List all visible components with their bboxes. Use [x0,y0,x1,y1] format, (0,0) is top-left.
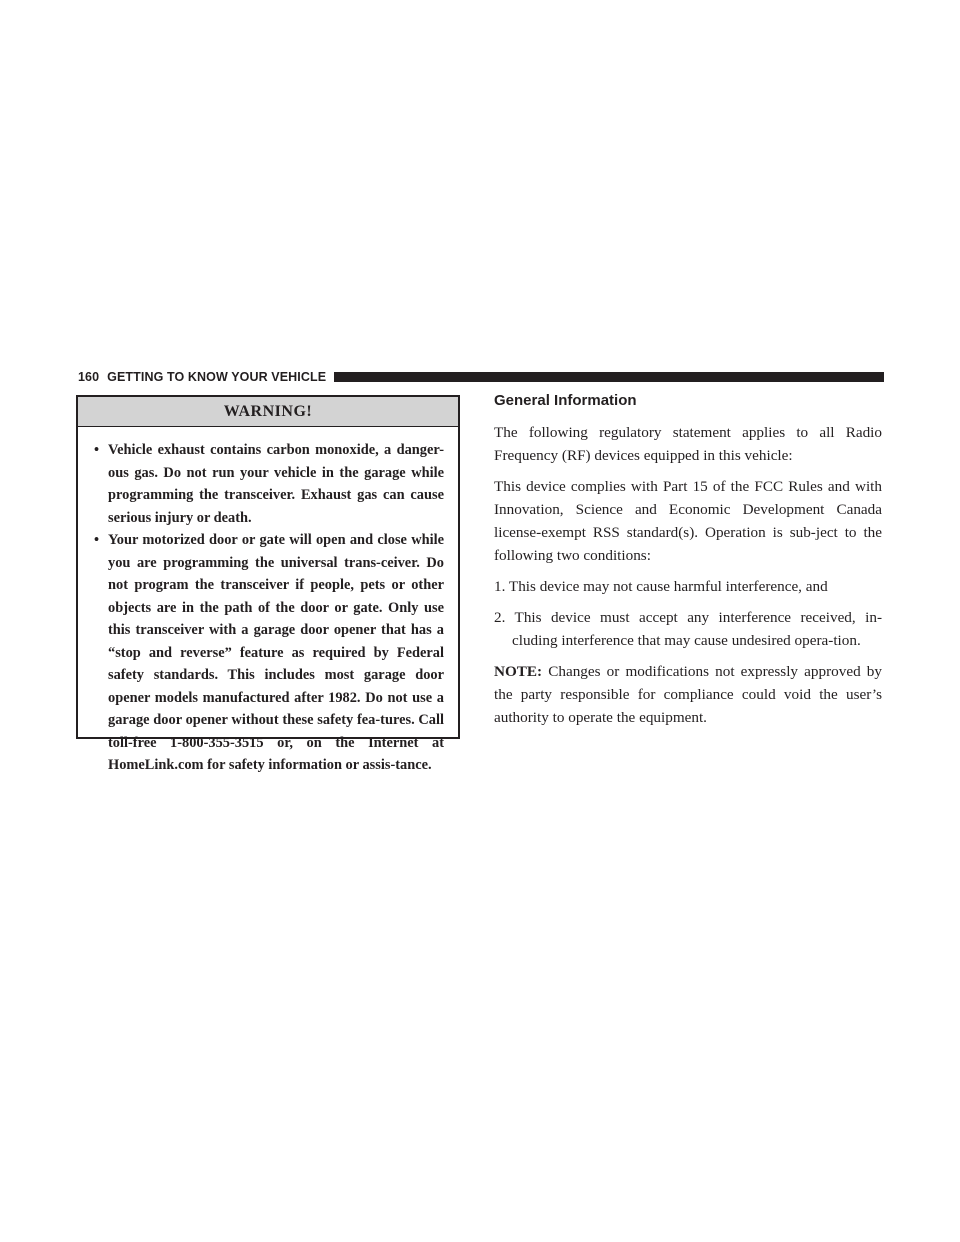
warning-box [76,395,460,773]
warning-item-text: Your motorized door or gate will open and close while you are programming the universal trans-ceiver. Do not program the transceiver if people, pets or other objects are in the path of the door or gate. Only use this transceiver with a garage door opener that has a “stop and reverse” feature as required by Federal safety standards. This includes most garage door opener models manufactured after 1982. Do not use a garage door opener without these safety fea-tures. Call toll-free 1-800-355-3515 or, on the Internet at HomeLink.com for safety information or assis-tance. [108,532,444,773]
page-header [78,369,884,385]
note-paragraph [494,660,882,729]
note-label: NOTE: [494,663,543,680]
note-text: Changes or modifications not expressly approved by the party responsible for compliance could void the user’s authority to operate the equipment. [494,663,882,726]
page-number: 160 [78,370,100,384]
bullet-icon: • [94,532,100,548]
section-title: GETTING TO KNOW YOUR VEHICLE [107,370,327,384]
warning-item [92,529,444,777]
warning-item [92,439,444,529]
condition-item: 1. This device may not cause harmful interference, and [494,578,828,595]
header-rule [334,372,884,382]
general-information-section [494,389,882,737]
warning-title: WARNING! [78,397,458,427]
compliance-paragraph: This device complies with Part 15 of the FCC Rules and with Innovation, Science and Economic Development Canada license-exempt RSS standard(s). Operation is sub-ject to the following two conditions: [494,478,882,564]
intro-paragraph: The following regulatory statement applies to all Radio Frequency (RF) devices equipped in this vehicle: [494,424,882,464]
section-heading: General Information [494,392,637,409]
condition-item: 2. This device must accept any interference received, in-cluding interference that may cause undesired opera-tion. [494,609,882,649]
warning-item-text: Vehicle exhaust contains carbon monoxide, a danger-ous gas. Do not run your vehicle in the garage while programming the transceiver. Exhaust gas can cause serious injury or death. [108,442,444,526]
bullet-icon: • [94,442,100,458]
warning-list [78,427,458,777]
